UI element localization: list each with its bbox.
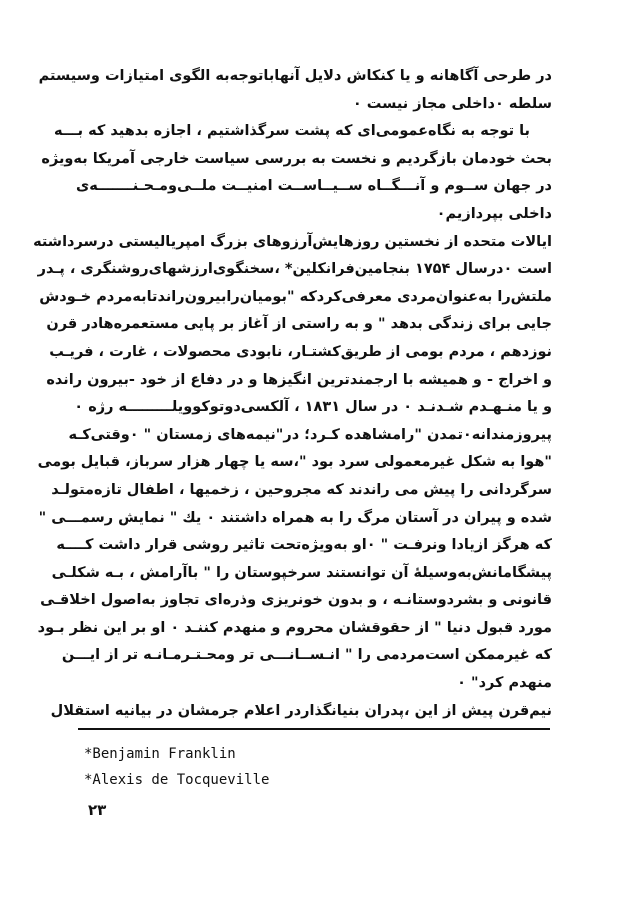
footnotes (84, 741, 544, 793)
text-line: و یا منـهـدم شـدنـد ٠ در سال ۱۸۳۱ ، آلکسی‌دوتوکوویلـــــــــه رژه ٠ (74, 399, 552, 416)
text-line: منهدم کرد" ٠ (457, 675, 552, 692)
text-line: مورد قبول دنیا " از حقوقشان محروم و منهدم کننـد ٠ او بر این نظر بـود (37, 619, 552, 636)
footnote-franklin: *Benjamin Franklin (84, 746, 236, 762)
page-number: ۲۳ (88, 801, 107, 819)
text-line: "هوا به شکل غیرمعمولی سرد بود "،سه یا چهار هزار سرباز، قبایل بومی (37, 454, 552, 471)
text-line: با توجه به نگاه‌عمومی‌ای که پشت سرگذاشتیم ، اجازه بدهید که بـــه (53, 123, 530, 140)
text-line: در طرحی آگاهانه و یا کنکاش دلایل آنهاباتوجه‌به الگوی امتیازات وسیستم (38, 68, 552, 84)
text-line: سلطه ٠داخلی مجاز نیست ٠ (352, 95, 552, 112)
text-line: جایی برای زندگی بدهد " و به راستی از آغاز بر پایی مستعمره‌هادر قرن (46, 316, 552, 333)
text-line: بحث خودمان بازگردیم و نخست به بررسی سیاست خارجی آمریکا به‌ویژه (41, 150, 552, 167)
text-line: که هرگز ازیادا ونرفـت " ٠او به‌ویژه‌تحت تاثیر روشی قرار داشت کــــه (56, 537, 552, 554)
text-line: که غیرممکن است‌مردمی را " انـســانـــی تر ومحـتـرمـانـه تر از ایـــن (61, 647, 552, 664)
text-line: داخلی بپردازیم٠ (436, 205, 552, 222)
footnote-tocqueville: *Alexis de Tocqueville (84, 772, 270, 788)
text-line: در جهان ســوم و آنـــگــاه ســیــاســت امنیــت ملــی‌ومـحـنـــــــه‌ی (75, 178, 552, 195)
text-line: و اخراج - و همیشه با ارجمندترین انگیزها و در دفاع از خود -بیرون رانده (46, 371, 552, 388)
text-line: شده و پیران در آستان مرگ را به همراه داشتند ٠ یك " نمایش رسمـــی " (38, 509, 552, 526)
text-line: ایالات متحده از نخستین روزهایش‌آرزوهای بزرگ امپریالیستی درسرداشته (33, 233, 552, 250)
text-line: قانونی و بشردوستانـه ، و بدون خونریزی وذره‌ای تجاوز به‌اصول اخلاقـی (40, 592, 552, 609)
text-line: پیشگامانش‌به‌وسیلهٔ آن توانستند سرخپوستان را " باآرامش ، بـه شکلـی (51, 564, 552, 581)
text-line: ملتش‌را به‌عنوان‌مردی معرفی‌کردکه "بومیان‌رابیرون‌راندتابه‌مردم خـودش (39, 288, 552, 305)
text-line: سرگردانی را پیش می راندند که مجروحین ، زخمیها ، اطفال تازه‌متولـد (51, 481, 552, 498)
text-line: نوزدهم ، مردم بومی از طریق‌کشتـار، نابودی محصولات ، غارت ، فریـب (49, 343, 552, 360)
text-line: است ٠درسال ۱۷۵۴ بنجامین‌فرانکلین* ،سخنگوی‌ارزشهای‌روشنگری ، پـدر (37, 261, 552, 278)
footnote-separator (78, 728, 550, 730)
body-text (33, 63, 552, 725)
text-line: نیم‌قرن پیش از این ،پدران بنیانگذاردر اعلام جرمشان در بیانیه استقلال (50, 702, 552, 719)
text-line: پیروزمندانه٠تمدن "رامشاهده کـرد؛ در"نیمه‌های زمستان " ٠وقتی‌کـه (68, 426, 552, 443)
